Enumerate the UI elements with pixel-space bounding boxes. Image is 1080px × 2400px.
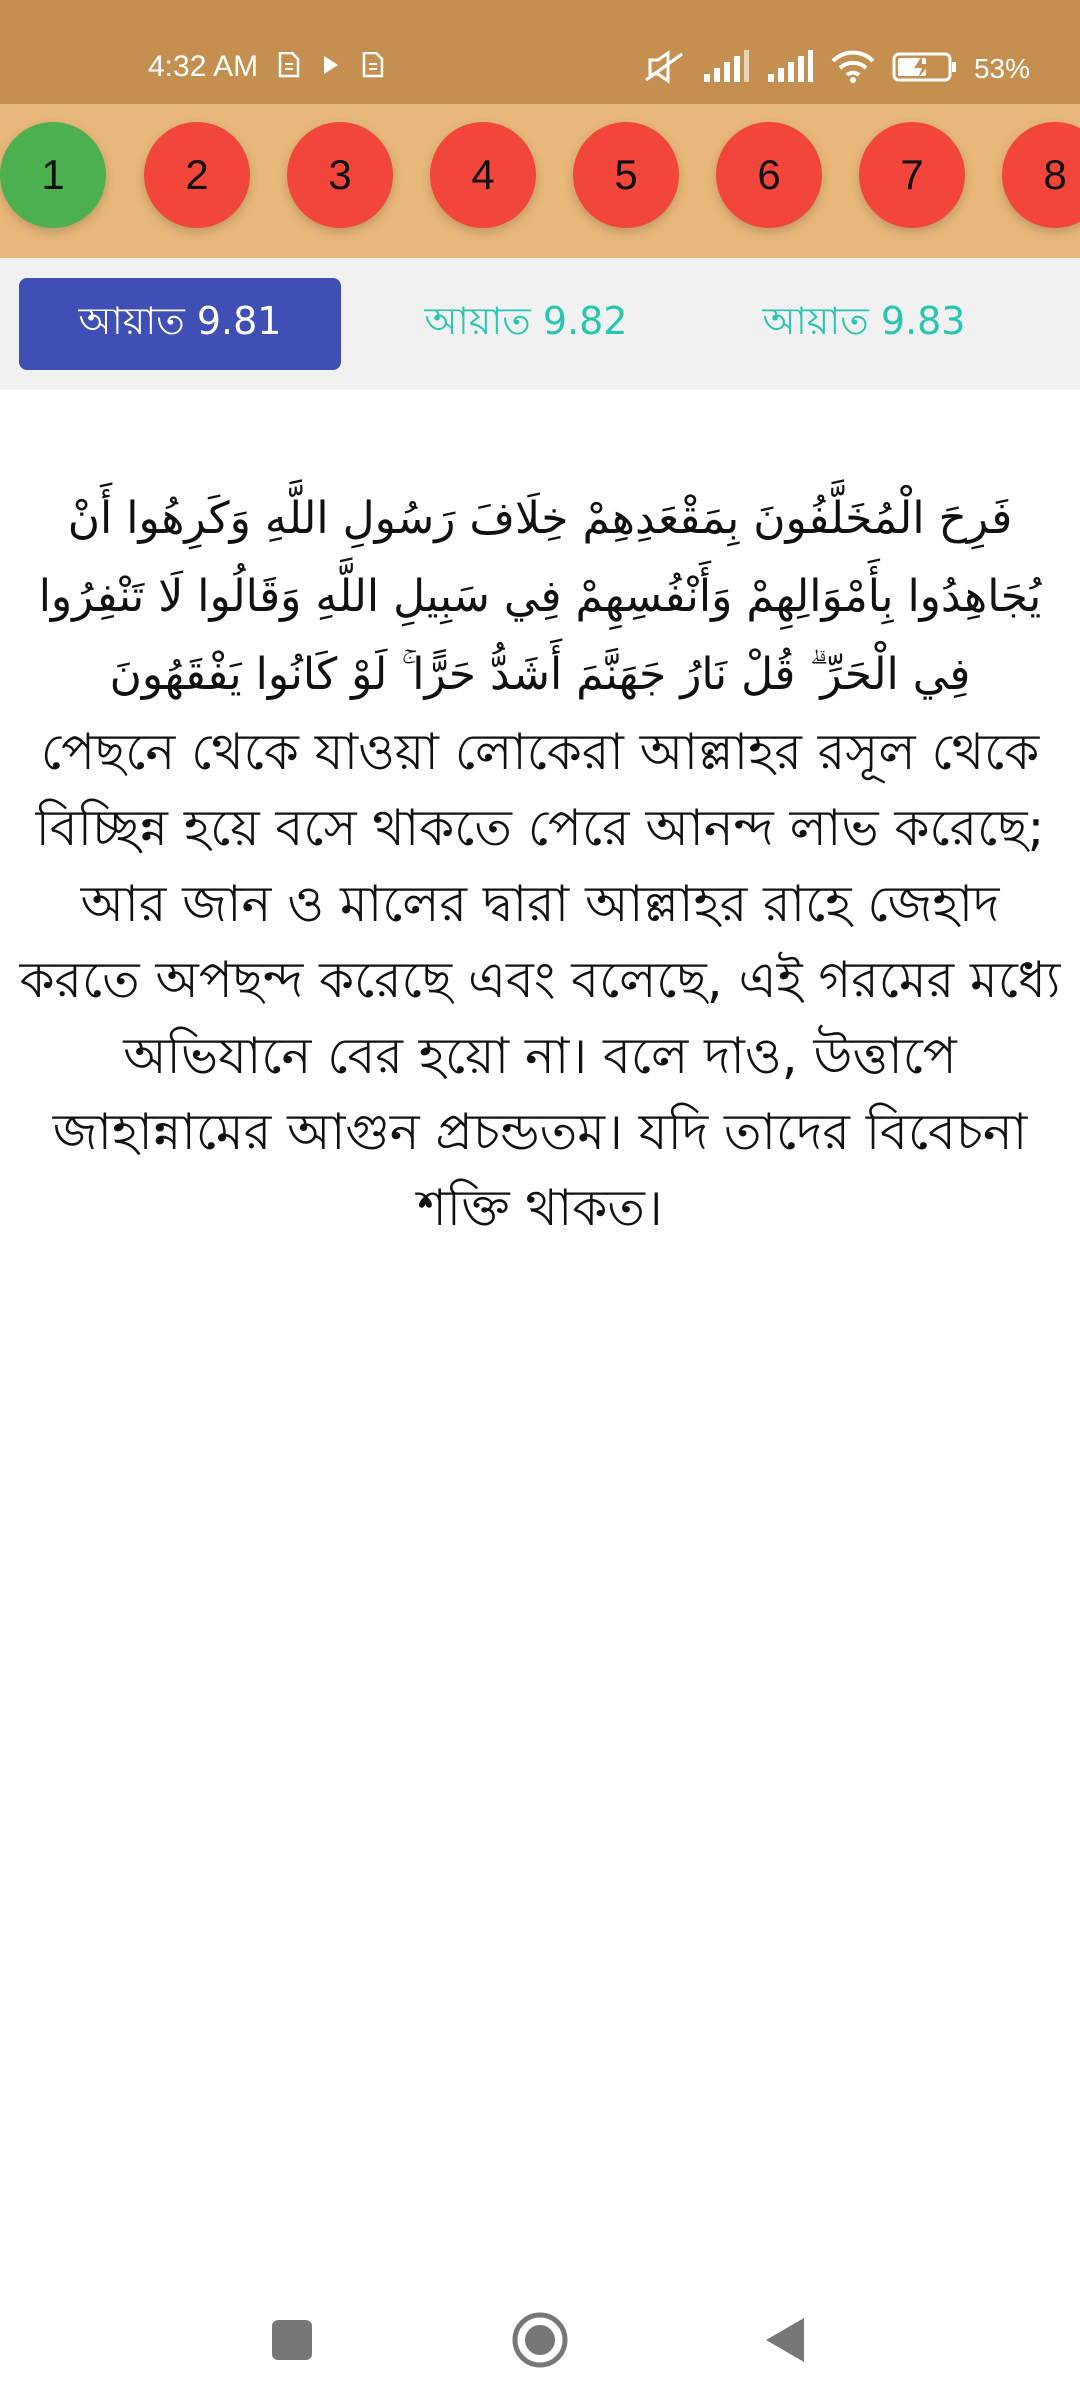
verse-content <box>18 480 1062 1246</box>
home-icon[interactable] <box>508 2308 572 2372</box>
chapter-button-3[interactable]: 3 <box>287 122 393 228</box>
chapter-button-8[interactable]: 8 <box>1002 122 1080 228</box>
sim-icon <box>278 52 300 82</box>
sim-icon <box>362 52 384 82</box>
chapter-button-6[interactable]: 6 <box>716 122 822 228</box>
tab-ayat-9-83[interactable]: আয়াত 9.83 <box>762 299 966 343</box>
wifi-icon <box>830 50 876 88</box>
chapter-button-4[interactable]: 4 <box>430 122 536 228</box>
back-icon[interactable] <box>752 2308 816 2372</box>
status-icons-right <box>642 50 1030 88</box>
chapter-button-1[interactable]: 1 <box>0 122 106 228</box>
signal-icon <box>702 50 750 88</box>
recents-icon[interactable] <box>260 2308 324 2372</box>
signal-icon <box>766 50 814 88</box>
tab-ayat-9-81[interactable]: আয়াত 9.81 <box>19 278 341 370</box>
play-icon <box>320 52 342 82</box>
battery-percent: 53% <box>973 53 1030 84</box>
ayat-tabs <box>0 258 1080 390</box>
chapter-button-2[interactable]: 2 <box>144 122 250 228</box>
battery-icon <box>892 50 958 88</box>
status-time: 4:32 AM <box>148 50 259 83</box>
arabic-verse: فَرِحَ الْمُخَلَّفُونَ بِمَقْعَدِهِمْ خِلَافَ رَسُولِ اللَّهِ وَكَرِهُوا أَنْ يُجَاهِدُوا بِأَمْوَالِهِمْ وَأَنْفُسِهِمْ فِي سَبِيلِ اللَّهِ وَقَالُوا لَا تَنْفِرُوا فِي الْحَرِّ ۗ قُلْ نَارُ جَهَنَّمَ أَشَدُّ حَرًّا ۚ لَوْ كَانُوا يَفْقَهُونَ <box>38 493 1042 700</box>
nav-bar <box>0 2280 1080 2400</box>
chapter-button-5[interactable]: 5 <box>573 122 679 228</box>
mute-icon <box>642 50 686 88</box>
bangla-translation: পেছনে থেকে যাওয়া লোকেরা আল্লাহর রসূল থেকে বিচ্ছিন্ন হয়ে বসে থাকতে পেরে আনন্দ লাভ করেছে; আর জান ও মালের দ্বারা আল্লাহর রাহে জেহাদ করতে অপছন্দ করেছে এবং বলেছে, এই গরমের মধ্যে অভিযানে বের হয়ো না। বলে দাও, উত্তাপে জাহান্নামের আগুন প্রচন্ডতম। যদি তাদের বিবেচনা শক্তি থাকত। <box>19 723 1061 1237</box>
tab-ayat-9-82[interactable]: আয়াত 9.82 <box>424 299 628 343</box>
status-icons-left <box>278 52 384 82</box>
chapter-button-7[interactable]: 7 <box>859 122 965 228</box>
status-bar <box>0 0 1080 104</box>
chapter-strip <box>0 104 1080 258</box>
